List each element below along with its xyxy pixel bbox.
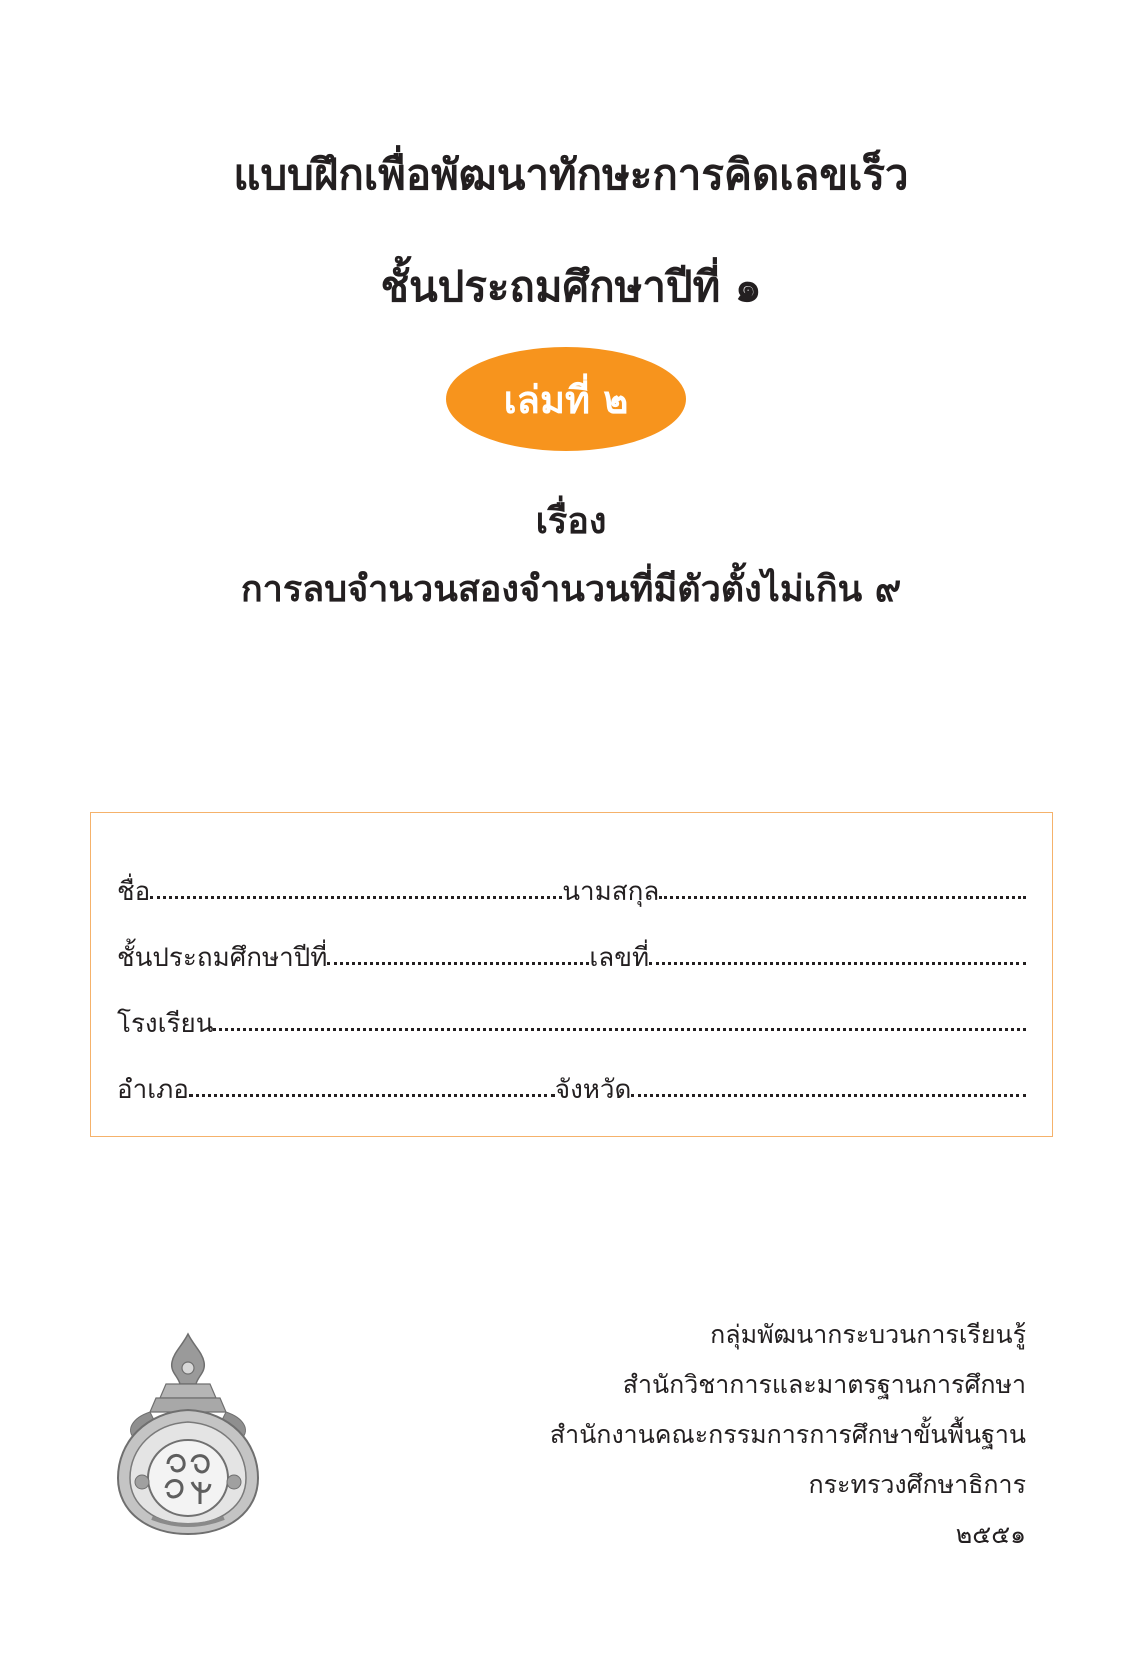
name-row bbox=[117, 865, 1026, 905]
province-label: จังหวัด bbox=[554, 1075, 632, 1105]
surname-label: นามสกุล bbox=[562, 877, 660, 907]
publisher-bureau: สำนักวิชาการและมาตรฐานการศึกษา bbox=[622, 1370, 1026, 1399]
number-field[interactable] bbox=[649, 962, 1026, 965]
volume-label: เล่มที่ ๒ bbox=[503, 377, 629, 422]
number-label: เลขที่ bbox=[589, 943, 650, 973]
publisher-group: กลุ่มพัฒนากระบวนการเรียนรู้ bbox=[710, 1320, 1026, 1349]
grade-label: ชั้นประถมศึกษาปีที่ bbox=[117, 943, 328, 973]
grade-field[interactable] bbox=[327, 962, 589, 965]
school-row bbox=[117, 997, 1026, 1037]
publisher-ministry: กระทรวงศึกษาธิการ bbox=[808, 1470, 1026, 1499]
publisher-block bbox=[550, 1310, 1026, 1560]
ministry-of-education-emblem-icon bbox=[112, 1332, 264, 1538]
name-field[interactable] bbox=[150, 896, 562, 899]
publisher-office: สำนักงานคณะกรรมการการศึกษาขั้นพื้นฐาน bbox=[549, 1420, 1026, 1449]
province-field[interactable] bbox=[631, 1094, 1026, 1097]
grade-row bbox=[117, 931, 1026, 971]
location-row bbox=[117, 1063, 1026, 1103]
cover-grade: ชั้นประถมศึกษาปีที่ ๑ bbox=[380, 262, 762, 311]
school-label: โรงเรียน bbox=[117, 1009, 214, 1039]
subject-title: การลบจำนวนสองจำนวนที่มีตัวตั้งไม่เกิน ๙ bbox=[240, 569, 902, 610]
school-field[interactable] bbox=[213, 1028, 1026, 1031]
subject-label: เรื่อง bbox=[535, 501, 607, 542]
cover-title: แบบฝึกเพื่อพัฒนาทักษะการคิดเลขเร็ว bbox=[233, 150, 909, 199]
volume-badge bbox=[446, 347, 686, 451]
name-label: ชื่อ bbox=[117, 877, 151, 907]
district-label: อำเภอ bbox=[117, 1075, 189, 1105]
student-info-box bbox=[90, 812, 1053, 1137]
surname-field[interactable] bbox=[659, 896, 1026, 899]
publication-year: ๒๕๕๑ bbox=[955, 1520, 1026, 1549]
district-field[interactable] bbox=[189, 1094, 555, 1097]
